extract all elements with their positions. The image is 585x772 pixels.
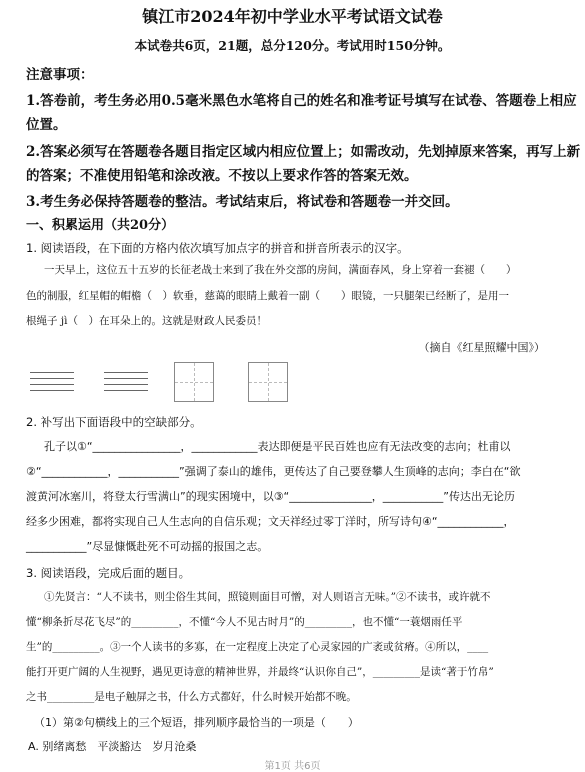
passage-line: 孔子以①“________________，____________表达即便是平民百姓也应有无法改变的志向；杜甫以 <box>44 440 511 453</box>
page-footer-text: 第1页 共6页 <box>264 761 321 772</box>
passage-line: 渡黄河冰塞川，将登太行雪满山”的现实困境中，以③“_______________，___________”传达出无论历 <box>26 490 515 503</box>
notice-line: 的答案；不准使用铅笔和涂改液。不按以上要求作答的答案无效。 <box>26 168 418 184</box>
notice-line: 2.答案必须写在答题卷各题目指定区域内相应位置上；如需改动，先划掉原来答案，再写上新 <box>26 144 581 160</box>
pinyin-answer-lines-1[interactable] <box>30 372 74 402</box>
exam-title: 镇江市2024年初中学业水平考试语文试卷 <box>142 7 443 26</box>
passage-line: 之书_________是电子触屏之书，什么方式都好，什么时候开始都不晚。 <box>26 691 357 703</box>
exam-subtitle: 本试卷共6页，21题，总分120分。考试用时150分钟。 <box>134 38 451 53</box>
passage-line: 根绳子 jì（ ）在耳朵上的。这就是财政人民委员！ <box>26 315 267 327</box>
section-heading: 一、积累运用（共20分） <box>26 218 175 233</box>
source-citation: （摘自《红星照耀中国》） <box>418 341 545 354</box>
passage-line: ①先贤言：“人不读书，则尘俗生其间，照镜则面目可憎，对人则语言无味。”②不读书，或许就不 <box>44 591 491 603</box>
passage-line: 能打开更广阔的人生视野，遇见更诗意的精神世界，并最终“认识你自己”，_________是读“著于竹帛” <box>26 666 494 678</box>
pinyin-answer-lines-2[interactable] <box>104 372 148 402</box>
character-answer-grid-2[interactable] <box>248 362 288 402</box>
notice-heading: 注意事项： <box>26 67 94 83</box>
passage-line: 色的制服，红星帽的帽檐（ ）软垂，慈蔼的眼睛上戴着一副（ ）眼镜，一只腿架已经断了，是用一 <box>26 290 509 302</box>
passage-line: ___________”尽显慷慨赴死不可动摇的报国之志。 <box>26 540 269 553</box>
option-a[interactable]: A. 别绪离愁 平淡豁达 岁月沧桑 <box>28 740 197 753</box>
page-footer-cutoff <box>0 754 585 772</box>
question-3-prompt: 3. 阅读语段，完成后面的题目。 <box>26 566 191 580</box>
notice-line: 位置。 <box>26 117 67 133</box>
question-2-prompt: 2. 补写出下面语段中的空缺部分。 <box>26 415 202 429</box>
passage-line: 懂“柳条折尽花飞尽”的_________，不懂“今人不见古时月”的_________，也不懂“一蓑烟雨任平 <box>26 616 463 628</box>
passage-line: 生”的_________。③一个人读书的多寡，在一定程度上决定了心灵家园的广袤或贫瘠。④所以，____ <box>26 641 489 653</box>
character-answer-grid-1[interactable] <box>174 362 214 402</box>
notice-line: 1.答卷前，考生务必用0.5毫米黑色水笔将自己的姓名和准考证号填写在试卷、答题卷上相应 <box>26 93 577 109</box>
passage-line: ②“____________，___________”强调了泰山的雄伟，更传达了自己要登攀人生顶峰的志向；李白在“欲 <box>26 465 521 478</box>
notice-line: 3.考生务必保持答题卷的整洁。考试结束后，将试卷和答题卷一并交回。 <box>26 194 459 210</box>
subquestion-1: （1）第②句横线上的三个短语，排列顺序最恰当的一项是（ ） <box>34 716 359 729</box>
question-1-prompt: 1. 阅读语段，在下面的方格内依次填写加点字的拼音和拼音所表示的汉字。 <box>26 241 409 255</box>
passage-line: 经多少困难，都将实现自己人生志向的自信乐观；文天祥经过零丁洋时，所写诗句④“____________， <box>26 515 515 528</box>
passage-line: 一天早上，这位五十五岁的长征老战士来到了我在外交部的房间，满面春风，身上穿着一套褪（ ） <box>44 264 517 276</box>
